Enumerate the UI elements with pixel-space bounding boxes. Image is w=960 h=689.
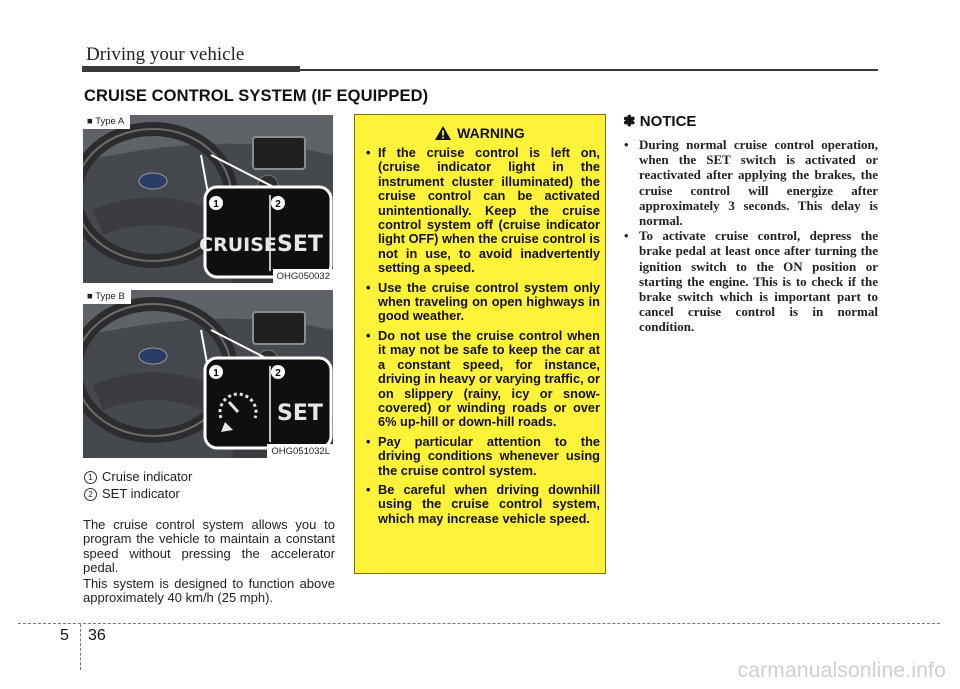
page-number: 36 bbox=[88, 627, 106, 644]
cruise-indicator-label: CRUISE bbox=[199, 234, 277, 256]
svg-text:2: 2 bbox=[275, 199, 281, 210]
dashboard-photo-type-a bbox=[83, 115, 333, 283]
header-rule-thin bbox=[300, 69, 878, 71]
set-indicator-label: SET bbox=[277, 232, 323, 257]
figure-code: OHG051032L bbox=[267, 444, 333, 458]
figure-type-a bbox=[83, 115, 333, 283]
warning-list bbox=[366, 146, 600, 531]
warning-title: WARNING bbox=[457, 124, 525, 141]
svg-text:1: 1 bbox=[213, 368, 219, 379]
svg-text:2: 2 bbox=[275, 368, 281, 379]
indicator-legend-2 bbox=[84, 486, 180, 502]
warning-item: • Use the cruise control system only when traveling on open highways in good weather. bbox=[366, 279, 600, 324]
svg-text:1: 1 bbox=[213, 199, 219, 210]
footer-divider bbox=[18, 623, 940, 624]
warning-item: • Do not use the cruise control when it may not be safe to keep the car at a constant speed, for instance, driving in heavy or varying traffic, or on slippery (rainy, icy or snow-covered) or winding roads or over 6% up-hill or down-hill roads. bbox=[366, 327, 600, 430]
watermark: carmanualsonline.info bbox=[737, 659, 946, 682]
indicator-label: Cruise indicator bbox=[102, 469, 193, 484]
notice-item: • To activate cruise control, depress the brake pedal at least once after turning the ignition switch to the ON position or starting the engine. This is to check if the brake switch which is important part to cancel cruise control is in normal condition. bbox=[624, 228, 878, 335]
warning-item: • If the cruise control is left on, (cruise indicator light in the instrument cluster illuminated) the cruise control can be activated unintentionally. Keep the cruise control system off (cruise indicator light OFF) when the cruise control is not in use, to avoid inadvertently setting a speed. bbox=[366, 145, 600, 276]
section-number: 5 bbox=[60, 627, 69, 644]
warning-item: • Pay particular attention to the driving conditions whenever using the cruise control system. bbox=[366, 433, 600, 478]
indicator-number: 1 bbox=[84, 471, 97, 484]
figure-type-label: ■ Type B bbox=[83, 290, 131, 304]
section-title: Driving your vehicle bbox=[86, 44, 245, 65]
dashboard-photo-type-b bbox=[83, 290, 333, 458]
notice-list bbox=[624, 137, 878, 335]
body-paragraph: The cruise control system allows you to program the vehicle to maintain a constant speed without pressing the accelerator pedal. bbox=[83, 517, 335, 575]
body-paragraph: This system is designed to function above approximately 40 km/h (25 mph). bbox=[83, 576, 335, 606]
notice-item: • During normal cruise control operation, when the SET switch is activated or reactivated after applying the brakes, the cruise control will energize after approximately 3 seconds. This delay is normal. bbox=[624, 137, 878, 229]
set-indicator-label: SET bbox=[277, 401, 323, 426]
figure-type-label: ■ Type A bbox=[83, 115, 130, 129]
indicator-legend-1 bbox=[84, 469, 192, 485]
indicator-number: 2 bbox=[84, 488, 97, 501]
figure-type-b bbox=[83, 290, 333, 458]
warning-triangle-icon bbox=[435, 126, 451, 140]
chapter-heading: CRUISE CONTROL SYSTEM (IF EQUIPPED) bbox=[84, 87, 429, 105]
warning-box bbox=[354, 114, 606, 574]
warning-header bbox=[355, 124, 605, 142]
notice-title: ✽ NOTICE bbox=[623, 113, 697, 130]
footer-divider-vertical bbox=[80, 624, 81, 670]
figure-code: OHG050032 bbox=[273, 269, 333, 283]
warning-item: • Be careful when driving downhill using the cruise control system, which may increase vehicle speed. bbox=[366, 481, 600, 526]
indicator-label: SET indicator bbox=[102, 486, 180, 501]
header-rule-thick bbox=[82, 66, 300, 72]
